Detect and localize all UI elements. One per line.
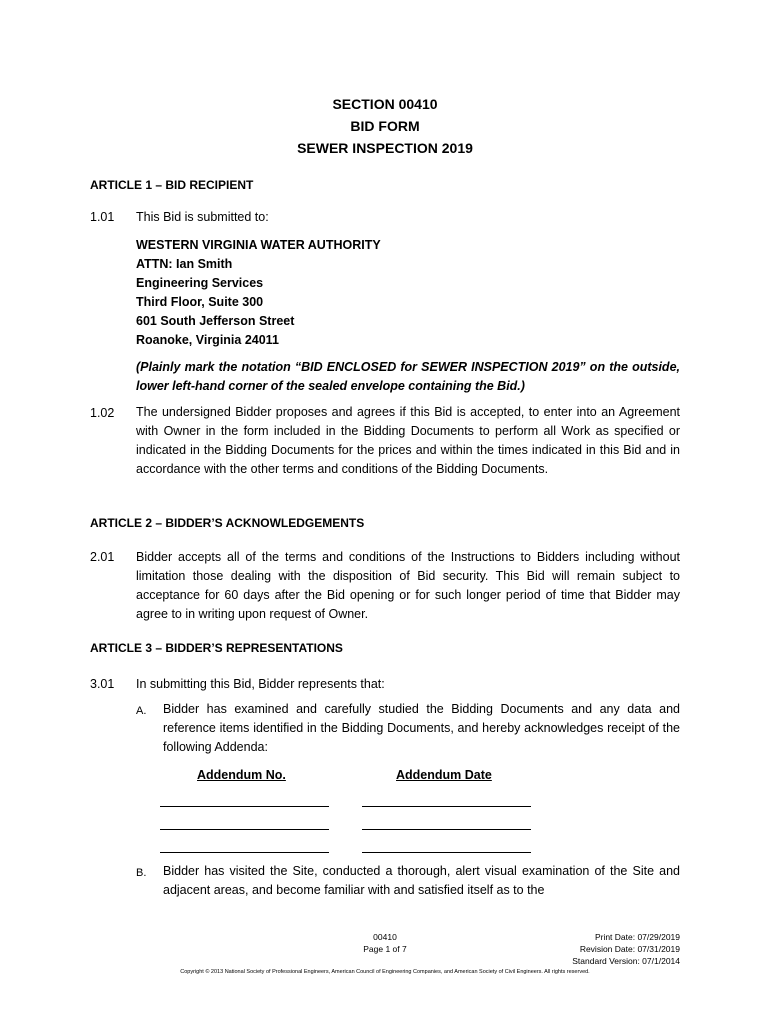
copyright-notice: Copyright © 2013 National Society of Professional Engineers, American Council of Engineering Companies, and American Society of Civil Engineers. All rights reserved. <box>180 969 590 975</box>
section-title: SECTION 00410 <box>332 96 438 112</box>
print-date: Print Date: 07/29/2019 <box>594 932 680 942</box>
project-title: SEWER INSPECTION 2019 <box>297 140 473 156</box>
paragraph-text: In submitting this Bid, Bidder represents that: <box>136 677 385 691</box>
article-1-heading: ARTICLE 1 – BID RECIPIENT <box>90 178 254 192</box>
recipient-address <box>136 236 381 350</box>
addendum-date-header: Addendum Date <box>396 768 492 782</box>
addendum-date-blank[interactable] <box>362 852 531 853</box>
item-b-text: Bidder has visited the Site, conducted a thorough, alert visual examination of the Site and adjacent areas, and become familiar with and satisfied itself as to the <box>163 864 680 897</box>
address-line: WESTERN VIRGINIA WATER AUTHORITY <box>136 238 381 252</box>
envelope-marking-note: (Plainly mark the notation “BID ENCLOSED for SEWER INSPECTION 2019” on the outside, lower left-hand corner of the sealed envelope containing the Bid.) <box>136 360 680 393</box>
paragraph-text: Bidder accepts all of the terms and conditions of the Instructions to Bidders including without limitation those dealing with the disposition of Bid security. This Bid will remain subject to acceptance for 60 days after the Bid opening or for such longer period of time that Bidder may agree to in writing upon request of Owner. <box>136 550 680 621</box>
item-letter: A. <box>136 705 147 717</box>
form-title: BID FORM <box>350 118 420 134</box>
footer-page-number: Page 1 of 7 <box>363 944 407 954</box>
address-line: ATTN: Ian Smith <box>136 257 233 271</box>
paragraph-text: This Bid is submitted to: <box>136 210 269 224</box>
footer-section-number: 00410 <box>373 932 397 942</box>
paragraph-number: 1.01 <box>90 210 115 224</box>
revision-date: Revision Date: 07/31/2019 <box>579 944 680 954</box>
paragraph-number: 1.02 <box>90 406 115 420</box>
address-line: Engineering Services <box>136 276 264 290</box>
article-3-heading: ARTICLE 3 – BIDDER’S REPRESENTATIONS <box>90 641 343 655</box>
item-a-text: Bidder has examined and carefully studied the Bidding Documents and any data and reference items identified in the Bidding Documents, and hereby acknowledges receipt of the following Addenda: <box>163 702 680 754</box>
address-line: 601 South Jefferson Street <box>136 314 295 328</box>
paragraph-number: 2.01 <box>90 550 115 564</box>
addendum-no-blank[interactable] <box>160 829 329 830</box>
address-line: Third Floor, Suite 300 <box>136 295 264 309</box>
addendum-no-blank[interactable] <box>160 806 329 807</box>
standard-version: Standard Version: 07/1/2014 <box>572 956 680 966</box>
addendum-date-blank[interactable] <box>362 829 531 830</box>
paragraph-number: 3.01 <box>90 677 115 691</box>
address-line: Roanoke, Virginia 24011 <box>136 333 279 347</box>
addendum-date-blank[interactable] <box>362 806 531 807</box>
paragraph-text: The undersigned Bidder proposes and agrees if this Bid is accepted, to enter into an Agreement with Owner in the form included in the Bidding Documents to perform all Work as specified or indicated in the Bidding Documents for the prices and within the times indicated in this Bid and in accordance with the other terms and conditions of the Bidding Documents. <box>136 405 680 476</box>
item-letter: B. <box>136 867 147 879</box>
addendum-no-blank[interactable] <box>160 852 329 853</box>
addendum-no-header: Addendum No. <box>197 768 286 782</box>
article-2-heading: ARTICLE 2 – BIDDER’S ACKNOWLEDGEMENTS <box>90 516 365 530</box>
